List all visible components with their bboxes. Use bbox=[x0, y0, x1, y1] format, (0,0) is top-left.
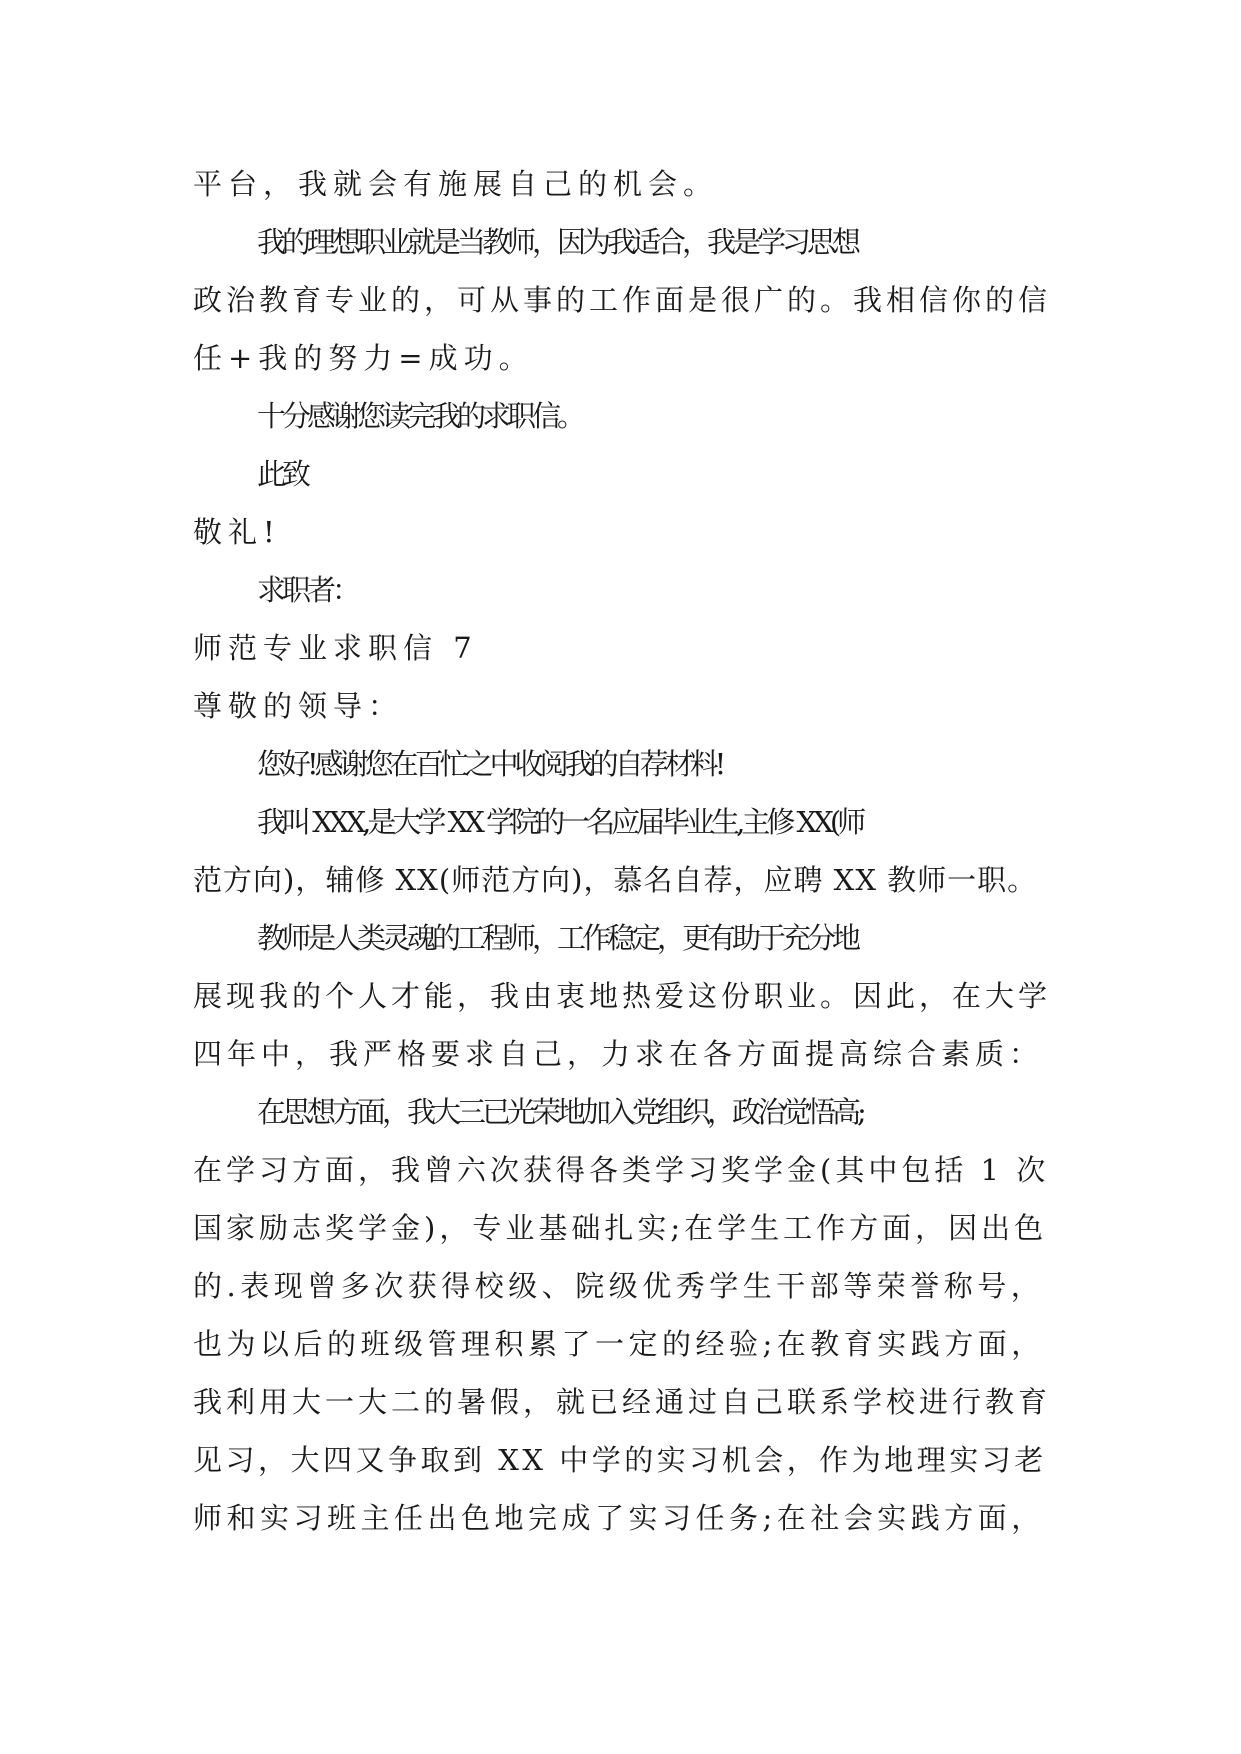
text-line: 您好!感谢您在百忙之中收阅我的自荐材料! bbox=[257, 747, 723, 781]
section-heading: 师范专业求职信 7 bbox=[193, 631, 478, 665]
text-line: 也为以后的班级管理积累了一定的经验;在教育实践方面， bbox=[193, 1327, 1045, 1361]
text-line: 师和实习班主任出色地完成了实习任务;在社会实践方面， bbox=[193, 1501, 1045, 1535]
text-line: 四年中，我严格要求自己，力求在各方面提高综合素质： bbox=[193, 1037, 1044, 1071]
text-line: 教师是人类灵魂的工程师，工作稳定，更有助于充分地 bbox=[257, 921, 858, 955]
text-line: 我叫 XXX,是大学 XX 学院的一名应届毕业生,主修 XX(师 bbox=[257, 805, 863, 839]
text-line: 的.表现曾多次获得校级、院级优秀学生干部等荣誉称号， bbox=[193, 1269, 1045, 1303]
text-line: 国家励志奖学金)，专业基础扎实;在学生工作方面，因出色 bbox=[193, 1211, 1048, 1245]
text-line: 平台，我就会有施展自己的机会。 bbox=[193, 167, 719, 201]
text-line: 任+我的努力=成功。 bbox=[193, 341, 534, 375]
text-line: 政治教育专业的，可从事的工作面是很广的。我相信你的信 bbox=[193, 283, 1052, 317]
text-line: 我的理想职业就是当教师，因为我适合，我是学习思想 bbox=[257, 225, 858, 259]
text-line: 范方向)，辅修 XX(师范方向)，慕名自荐，应聘 XX 教师一职。 bbox=[193, 863, 1038, 897]
text-line: 我利用大一大二的暑假，就已经通过自己联系学校进行教育 bbox=[193, 1385, 1052, 1419]
text-line: 见习，大四又争取到 XX 中学的实习机会，作为地理实习老 bbox=[193, 1443, 1047, 1477]
text-line: 求职者： bbox=[257, 573, 358, 607]
text-line: 敬礼! bbox=[193, 515, 281, 549]
text-line: 十分感谢您读完我的求职信。 bbox=[257, 399, 583, 433]
salutation: 尊敬的领导： bbox=[193, 689, 404, 723]
text-line: 此致 bbox=[257, 457, 308, 491]
text-line: 展现我的个人才能，我由衷地热爱这份职业。因此，在大学 bbox=[193, 979, 1052, 1013]
text-line: 在学习方面，我曾六次获得各类学习奖学金(其中包括 1 次 bbox=[193, 1153, 1050, 1187]
text-line: 在思想方面，我大三已光荣地加入党组织，政治觉悟高; bbox=[257, 1095, 863, 1129]
